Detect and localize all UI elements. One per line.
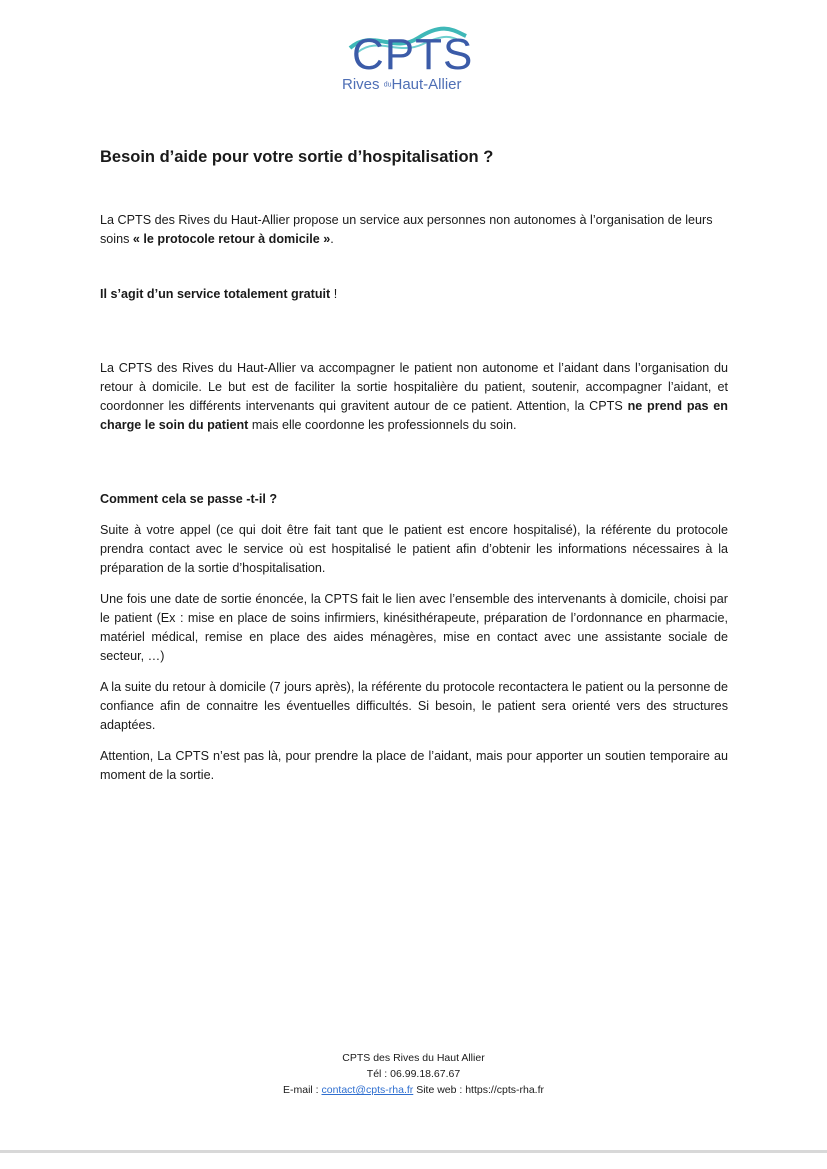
how-heading-text: Comment cela se passe -t-il ? — [100, 492, 278, 506]
email-link[interactable]: contact@cpts-rha.fr — [321, 1084, 414, 1096]
how-paragraph-1: Suite à votre appel (ce qui doit être fait tant que le patient est encore hospitalisé), la référente du protocole prendra contact avec le service où est hospitalisé le patient afin d’obtenir les informations nécessaires à la préparation de la sortie d’hospitalisation. — [100, 523, 728, 575]
document-body — [100, 145, 728, 785]
intro-text: La CPTS des Rives du Haut-Allier propose un service aux personnes non autonomes à l’organisation de leurs soins — [100, 213, 713, 246]
website-text: Site web : https://cpts-rha.fr — [413, 1084, 544, 1096]
logo-subtitle — [342, 76, 462, 93]
how-heading — [100, 490, 728, 509]
free-bold: Il s’agit d’un service totalement gratuit — [100, 287, 331, 301]
free-end: ! — [330, 287, 338, 301]
accompany-bold: ne prend pas en charge le soin du patient — [100, 399, 728, 432]
page-title: Besoin d’aide pour votre sortie d’hospitalisation ? — [100, 148, 494, 166]
footer-contact — [0, 1082, 827, 1098]
footer — [0, 1050, 827, 1098]
logo-du: du — [383, 81, 392, 89]
footer-org: CPTS des Rives du Haut Allier — [342, 1052, 485, 1064]
footer-phone: Tél : 06.99.18.67.67 — [366, 1068, 461, 1080]
how-paragraph-4: Attention, La CPTS n’est pas là, pour prendre la place de l’aidant, mais pour apporter un soutien temporaire au moment de la sortie. — [100, 749, 728, 782]
free-service-paragraph — [100, 285, 728, 304]
accompany-text: La CPTS des Rives du Haut-Allier va accompagner le patient non autonome et l’aidant dans l’organisation du retour à domicile. Le but est de faciliter la sortie hospitalière du patient, soutenir, accompagner l’aidant, et coordonner les différents intervenants qui gravitent autour de ce patient. Attention, la CPTS — [100, 361, 728, 413]
intro-paragraph — [100, 211, 728, 249]
intro-end: . — [330, 232, 334, 246]
logo-main: CPTS — [352, 30, 474, 79]
page-bottom-divider — [0, 1150, 827, 1153]
intro-bold: « le protocole retour à domicile » — [132, 232, 331, 246]
email-label: E-mail : — [282, 1084, 322, 1096]
how-paragraph-3: A la suite du retour à domicile (7 jours après), la référente du protocole recontactera le patient ou la personne de confiance afin de connaitre les éventuelles difficultés. Si besoin, le patient sera orienté vers des structures adaptées. — [100, 680, 728, 732]
how-paragraph-2: Une fois une date de sortie énoncée, la CPTS fait le lien avec l’ensemble des intervenants à domicile, choisi par le patient (Ex : mise en place de soins infirmiers, kinésithérapeute, préparation de l’ordonnance en pharmacie, matériel médical, remise en place des aides ménagères, mise en contact avec une assistante sociale de secteur, …) — [100, 592, 728, 663]
accompany-end: mais elle coordonne les professionnels du soin. — [248, 418, 517, 432]
cpts-logo — [340, 26, 490, 96]
logo-left: Rives — [342, 76, 380, 93]
accompany-paragraph — [100, 359, 728, 435]
logo-right: Haut-Allier — [391, 76, 462, 93]
